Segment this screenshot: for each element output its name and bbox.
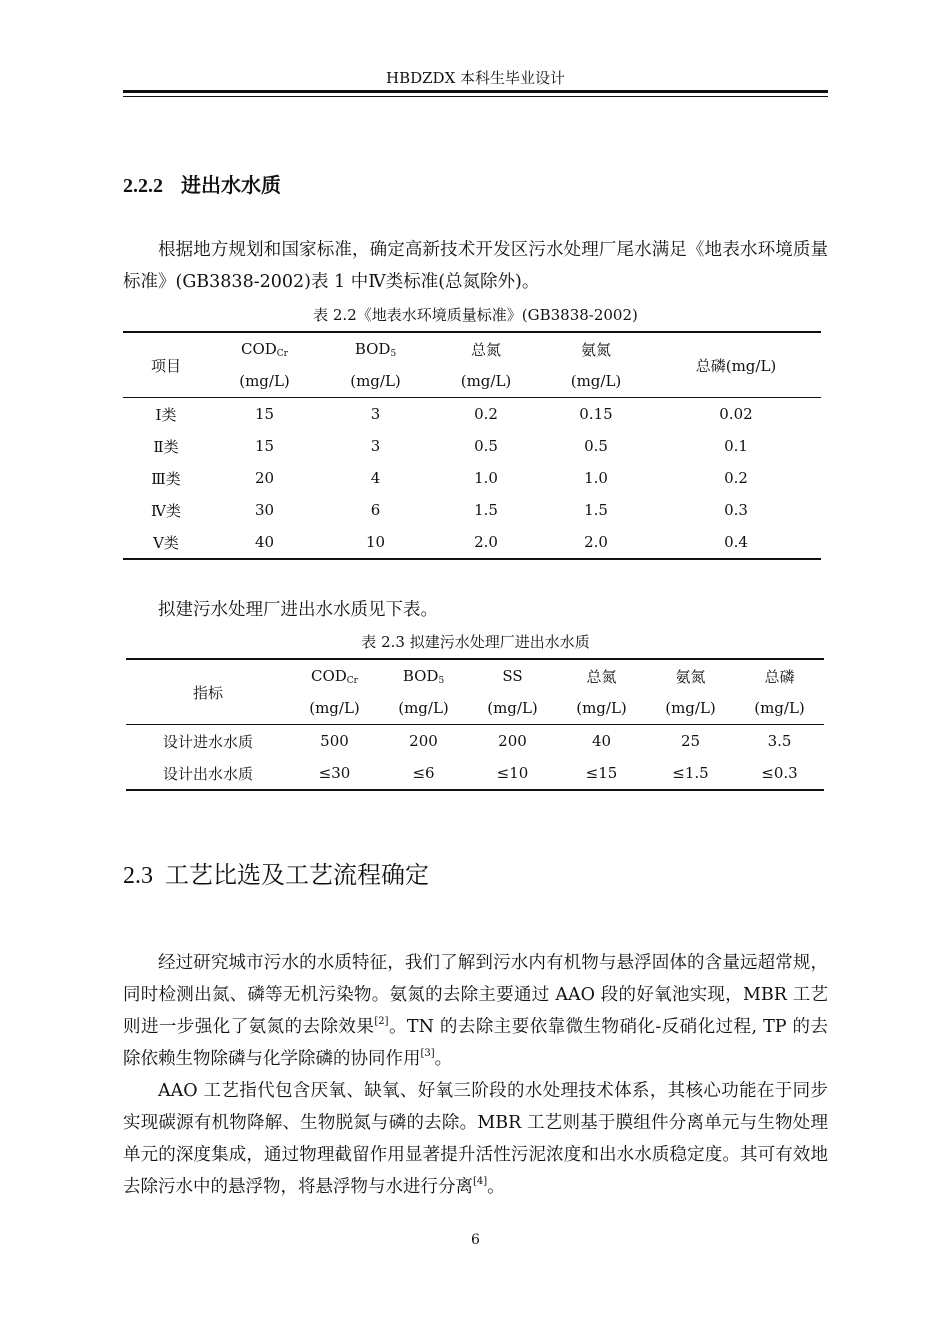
table-cell: ≤0.3 xyxy=(761,764,798,782)
table-cell: 40 xyxy=(591,732,612,750)
table-cell: 25 xyxy=(680,732,701,750)
header-tn: 总氮 xyxy=(470,340,501,359)
table-cell: ≤6 xyxy=(412,764,435,782)
table-2-3 xyxy=(126,658,824,791)
cod-label: COD xyxy=(240,339,277,358)
process-paragraphs xyxy=(123,947,828,1203)
table-2-2-caption: 表 2.2《地表水环境质量标准》(GB3838-2002) xyxy=(313,306,638,324)
unit-cell: (mg/L) xyxy=(570,372,622,390)
unit-cell: (mg/L) xyxy=(665,699,716,717)
header-nh: 氨氮 xyxy=(675,667,706,686)
unit-cell: (mg/L) xyxy=(398,699,449,717)
table-cell: 1.5 xyxy=(584,501,608,519)
header-indicator: 指标 xyxy=(192,683,223,702)
table-row xyxy=(126,725,824,758)
unit-cell: (mg/L) xyxy=(754,699,805,717)
table-cell: 2.0 xyxy=(474,533,498,551)
table-cell: 0.3 xyxy=(724,501,748,519)
table-cell: ≤30 xyxy=(318,764,351,782)
header-ss: SS xyxy=(502,667,523,685)
table-cell: 15 xyxy=(254,437,275,455)
table-cell: 3 xyxy=(370,437,381,455)
table-cell: 3.5 xyxy=(767,732,792,750)
citation-2[interactable]: [2] xyxy=(374,1016,389,1028)
table-cell: 200 xyxy=(409,732,438,750)
table-cell: 15 xyxy=(254,405,275,423)
table-cell: Ⅱ类 xyxy=(153,437,179,456)
header-tp: 总磷(mg/L) xyxy=(695,356,777,375)
bod-subscript: 5 xyxy=(438,675,445,686)
cod-subscript: Cr xyxy=(346,675,358,686)
table-row xyxy=(123,462,821,494)
table-cell: 500 xyxy=(320,732,349,750)
table-cell: 6 xyxy=(370,501,381,519)
table-cell: 0.15 xyxy=(579,405,613,423)
paragraph-1-text-b: 。TN 的去除主要依靠微生物硝化-反硝化过程, TP 的去除依赖生物除磷与化学除磷的协同作用 xyxy=(123,1017,828,1069)
section-title: 进出水水质 xyxy=(181,173,281,197)
table-cell: Ⅲ类 xyxy=(151,469,181,488)
header-cod xyxy=(209,332,320,365)
table-cell: 2.0 xyxy=(584,533,608,551)
table-intro-text: 拟建污水处理厂进出水水质见下表。 xyxy=(158,600,438,620)
section-number: 2.3 xyxy=(123,863,153,889)
table-row xyxy=(123,430,821,462)
table-cell: 0.2 xyxy=(474,405,498,423)
paragraph-2 xyxy=(123,1075,828,1203)
table-cell: 0.02 xyxy=(719,405,753,423)
table-cell: 0.1 xyxy=(724,437,748,455)
table-cell: ≤10 xyxy=(496,764,529,782)
header-nh: 氨氮 xyxy=(580,340,611,359)
table-cell: 0.5 xyxy=(474,437,498,455)
bod-label: BOD xyxy=(402,666,439,685)
header-tp: 总磷 xyxy=(764,667,795,686)
table-row xyxy=(123,398,821,431)
table-cell: 1.0 xyxy=(474,469,498,487)
header-bod xyxy=(320,332,431,365)
page-header: HBDZDX 本科生毕业设计 xyxy=(385,69,566,87)
standard-paragraph-text: 根据地方规划和国家标准，确定高新技术开发区污水处理厂尾水满足《地表水环境质量标准》(GB3838-2002)表 1 中Ⅳ类标准(总氮除外)。 xyxy=(123,240,828,292)
cod-label: COD xyxy=(310,666,347,685)
table-2-2 xyxy=(123,331,821,560)
citation-4[interactable]: [4] xyxy=(473,1176,488,1188)
section-heading-2-2-2 xyxy=(123,169,281,198)
header-bod xyxy=(379,659,468,692)
paragraph-1-text-a: 经过研究城市污水的水质特征，我们了解到污水内有机物与悬浮固体的含量远超常规，同时检测出氮、磷等无机污染物。氨氮的去除主要通过 AAO 段的好氧池实现，MBR 工艺则进一步强化了氨氮的去除效果 xyxy=(123,953,828,1037)
table-row xyxy=(123,526,821,559)
page-number: 6 xyxy=(471,1232,480,1248)
table-2-3-caption: 表 2.3 拟建污水处理厂进出水水质 xyxy=(361,633,590,651)
table-cell: ≤1.5 xyxy=(672,764,709,782)
table-cell: 3 xyxy=(370,405,381,423)
table-intro-paragraph xyxy=(123,594,828,626)
table-cell: 0.5 xyxy=(584,437,608,455)
section-heading-2-3 xyxy=(123,855,429,890)
section-title: 工艺比选及工艺流程确定 xyxy=(165,861,429,889)
header-rule-thin xyxy=(123,96,828,97)
table-cell: 设计出水水质 xyxy=(162,764,253,783)
table-cell: 4 xyxy=(370,469,381,487)
table-cell: ≤15 xyxy=(585,764,618,782)
unit-cell: (mg/L) xyxy=(350,372,401,390)
bod-label: BOD xyxy=(354,339,391,358)
paragraph-2-text-a: AAO 工艺指代包含厌氧、缺氧、好氧三阶段的水处理技术体系，其核心功能在于同步实现碳源有机物降解、生物脱氮与磷的去除。MBR 工艺则基于膜组件分离单元与生物处理单元的深度集成，通过物理截留作用显著提升活性污泥浓度和出水水质稳定度。其可有效地去除污水中的悬浮物，将悬浮物与水进行分离 xyxy=(123,1081,828,1197)
table-cell: 1.0 xyxy=(584,469,608,487)
unit-cell: (mg/L) xyxy=(460,372,512,390)
table-cell: 1.5 xyxy=(474,501,498,519)
table-cell: 10 xyxy=(365,533,386,551)
unit-cell: (mg/L) xyxy=(576,699,627,717)
table-cell: 40 xyxy=(254,533,275,551)
paragraph-2-text-b: 。 xyxy=(487,1177,505,1197)
header-tn: 总氮 xyxy=(586,667,617,686)
table-cell: 20 xyxy=(254,469,275,487)
table-cell: 0.4 xyxy=(724,533,748,551)
header-rule-thick xyxy=(123,90,828,93)
cod-subscript: Cr xyxy=(276,348,288,359)
table-cell: 200 xyxy=(498,732,527,750)
unit-cell: (mg/L) xyxy=(239,372,290,390)
table-cell: 设计进水水质 xyxy=(162,732,253,751)
table-cell: 30 xyxy=(254,501,275,519)
paragraph-1 xyxy=(123,947,828,1075)
unit-cell: (mg/L) xyxy=(309,699,360,717)
bod-subscript: 5 xyxy=(390,348,397,359)
table-cell: Ⅳ类 xyxy=(151,501,181,520)
header-item: 项目 xyxy=(150,356,181,375)
paragraph-1-text-c: 。 xyxy=(434,1049,453,1069)
header-cod xyxy=(290,659,379,692)
table-row xyxy=(123,494,821,526)
citation-3[interactable]: [3] xyxy=(420,1048,435,1060)
unit-cell: (mg/L) xyxy=(487,699,538,717)
table-cell: Ⅰ类 xyxy=(155,405,177,424)
section-number: 2.2.2 xyxy=(123,175,163,197)
table-cell: 0.2 xyxy=(724,469,748,487)
table-row xyxy=(126,757,824,790)
table-cell: Ⅴ类 xyxy=(153,533,179,552)
standard-paragraph xyxy=(123,234,828,298)
